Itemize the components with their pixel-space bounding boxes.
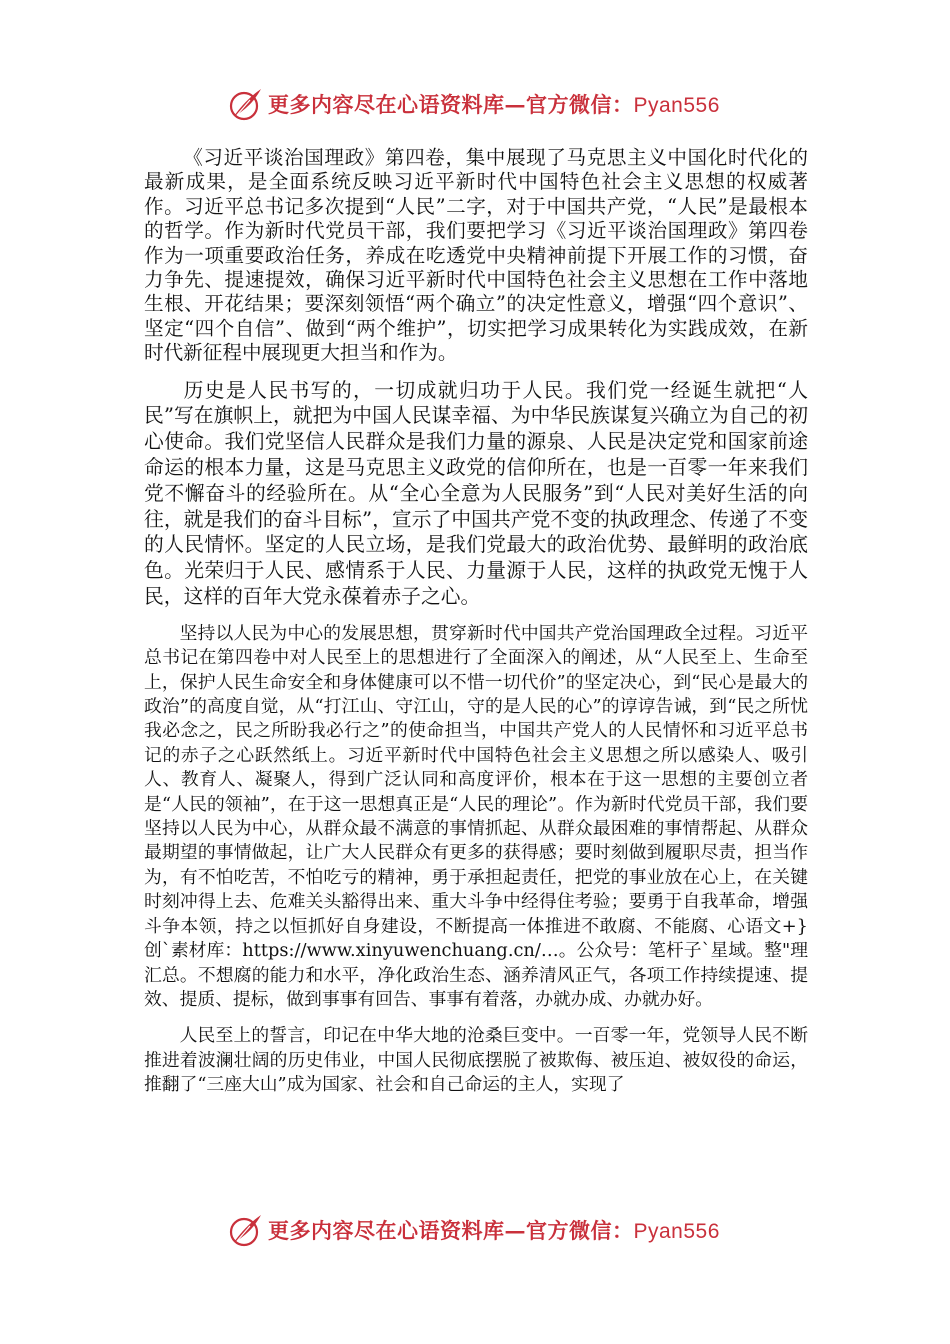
banner-dash: — bbox=[504, 92, 526, 117]
paragraph-2: 历史是人民书写的，一切成就归功于人民。我们党一经诞生就把“人民”写在旗帜上，就把为中国人民谋幸福、为中华民族谋复兴确立为自己的初心使命。我们党坚信人民群众是我们力量的源泉、人民是决定党和国家前途命运的根本力量，这是马克思主义政党的信仰所在，也是一百零一年来我们党不懈奋斗的经验所在。从“全心全意为人民服务”到“人民对美好生活的向往，就是我们的奋斗目标”，宣示了中国共产党不变的执政理念、传递了不变的人民情怀。坚定的人民立场，是我们党最大的政治优势、最鲜明的政治底色。光荣归于人民、感情系于人民、力量源于人民，这样的执政党无愧于人民，这样的百年大党永葆着赤子之心。 bbox=[144, 378, 808, 609]
pen-feather-logo-icon bbox=[228, 86, 264, 122]
paragraph-3: 坚持以人民为中心的发展思想，贯穿新时代中国共产党治国理政全过程。习近平总书记在第四卷中对人民至上的思想进行了全面深入的阐述，从“人民至上、生命至上，保护人民生命安全和身体健康可以不惜一切代价”的坚定决心，到“民心是最大的政治”的高度自觉，从“打江山、守江山，守的是人民的心”的谆谆告诫，到“民之所忧我必念之，民之所盼我必行之”的使命担当，中国共产党人的人民情怀和习近平总书记的赤子之心跃然纸上。习近平新时代中国特色社会主义思想之所以感染人、吸引人、教育人、凝聚人，得到广泛认同和高度评价，根本在于这一思想的主要创立者是“人民的领袖”，在于这一思想真正是“人民的理论”。作为新时代党员干部，我们要坚持以人民为中心，从群众最不满意的事情抓起、从群众最困难的事情帮起、从群众最期望的事情做起，让广大人民群众有更多的获得感；要时刻做到履职尽责，担当作为，有不怕吃苦，不怕吃亏的精神，勇于承担起责任，把党的事业放在心上，在关键时刻冲得上去、危难关头豁得出来、重大斗争中经得住考验；要勇于自我革命，增强斗争本领，持之以恒抓好自身建设，不断提高一体推进不敢腐、不能腐、心语文+}创`素材库：https://www.xinyuwenchuang.cn/…。公众号：笔杆子`星域。整"理汇总。不想腐的能力和水平，净化政治生态、涵养清风正气，各项工作持续提速、提效、提质、提标，做到事事有回告、事事有着落，办就办成、办就办好。 bbox=[144, 622, 808, 1010]
paragraph-4: 人民至上的誓言，印记在中华大地的沧桑巨变中。一百零一年，党领导人民不断推进着波澜壮阔的历史伟业，中国人民彻底摆脱了被欺侮、被压迫、被奴役的命运，推翻了“三座大山”成为国家、社会和自己命运的主人，实现了 bbox=[144, 1025, 808, 1096]
banner-title: 更多内容尽在心语资料库 bbox=[268, 92, 505, 117]
paragraph-1: 《习近平谈治国理政》第四卷，集中展现了马克思主义中国化时代化的最新成果，是全面系统反映习近平新时代中国特色社会主义思想的权威著作。习近平总书记多次提到“人民”二字，对于中国共产党，“人民”是最根本的哲学。作为新时代党员干部，我们要把学习《习近平谈治国理政》第四卷作为一项重要政治任务，养成在吃透党中央精神前提下开展工作的习惯，奋力争先、提速提效，确保习近平新时代中国特色社会主义思想在工作中落地生根、开花结果；要深刻领悟“两个确立”的决定性意义，增强“四个意识”、坚定“四个自信”、做到“两个维护”，切实把学习成果转化为实践成效，在新时代新征程中展现更大担当和作为。 bbox=[144, 146, 808, 365]
banner-wechat-id: Pyan556 bbox=[633, 94, 720, 117]
header-banner bbox=[228, 84, 728, 124]
banner-wechat-id: Pyan556 bbox=[633, 1220, 720, 1243]
article-body bbox=[144, 146, 808, 1098]
footer-banner bbox=[228, 1210, 728, 1250]
banner-wechat-label: 官方微信： bbox=[526, 92, 634, 117]
banner-dash: — bbox=[504, 1218, 526, 1243]
banner-title: 更多内容尽在心语资料库 bbox=[268, 1218, 505, 1243]
banner-text bbox=[268, 1215, 720, 1245]
banner-wechat-label: 官方微信： bbox=[526, 1218, 634, 1243]
pen-feather-logo-icon bbox=[228, 1212, 264, 1248]
banner-text bbox=[268, 89, 720, 119]
